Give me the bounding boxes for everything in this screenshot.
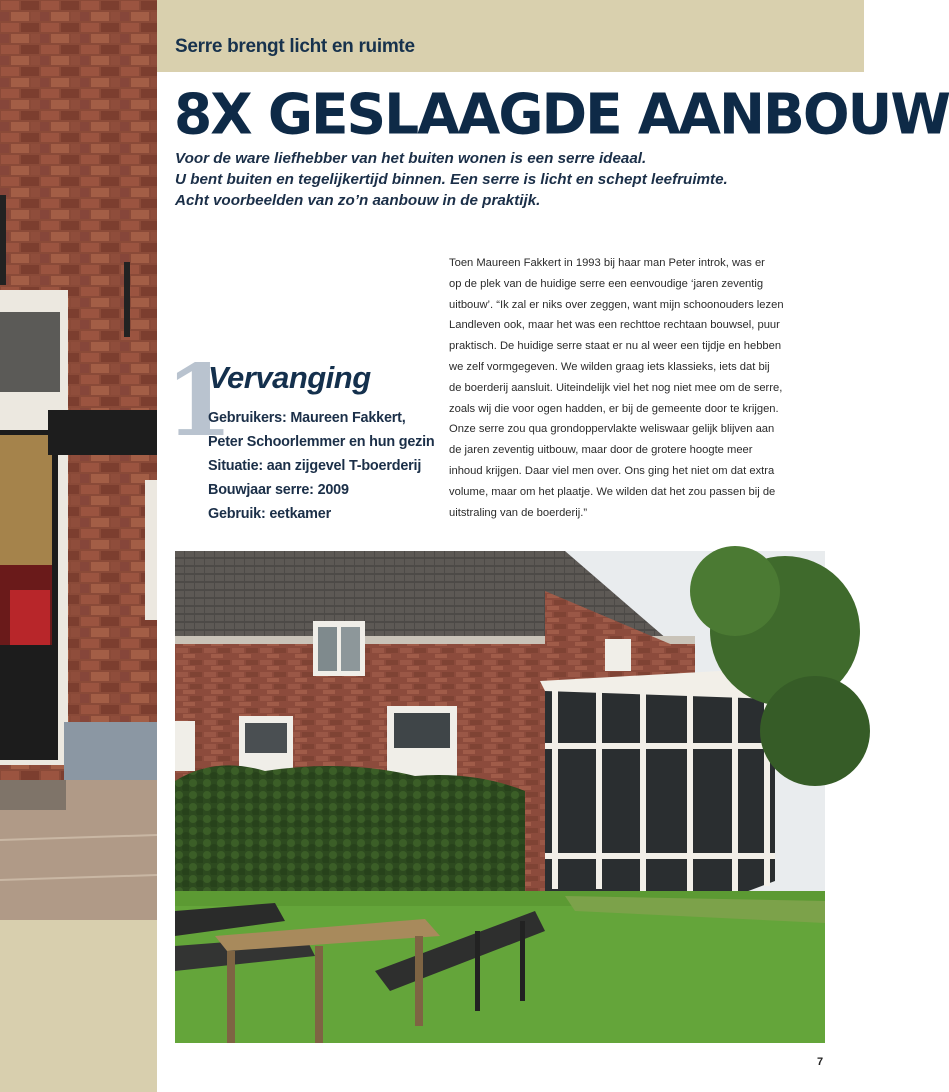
left-photo-strip — [0, 0, 157, 1092]
body-line: zoals wij die voor ogen hadden, er bij de gemeente door te krijgen. — [449, 402, 779, 415]
section-title: Serre brengt licht en ruimte — [175, 36, 415, 57]
body-line: de jaren zeventig uitbouw, maar door de grotere hoogte meer — [449, 444, 753, 457]
body-line: we zelf vormgegeven. We wilden graag iets klassieks, iets dat bij — [449, 360, 770, 373]
body-line: de boerderij aansluit. Uiteindelijk viel het nog niet mee om de serre, — [449, 381, 783, 394]
section-title-vervanging: Vervanging — [208, 360, 371, 395]
intro-line: Acht voorbeelden van zo’n aanbouw in de praktijk. — [175, 192, 541, 209]
intro-text — [175, 148, 815, 211]
body-line: Landleven ook, maar het was een rechttoe rechtaan bouwsel, puur — [449, 319, 780, 332]
body-line: volume, maar om het plaatje. We wilden dat het zou passen bij de — [449, 485, 776, 498]
section-number: 1 — [165, 344, 234, 459]
page-title: 8X GESLAAGDE AANBOUW — [174, 81, 949, 147]
body-line: uitstraling van de boerderij.” — [449, 506, 588, 519]
intro-line: U bent buiten en tegelijkertijd binnen. Een serre is licht en schept leefruimte. — [175, 171, 728, 188]
fact-line: Bouwjaar serre: 2009 — [208, 482, 349, 498]
body-line: Onze serre zou qua grondoppervlakte weliswaar gelijk blijven aan — [449, 423, 775, 436]
body-line: inhoud krijgen. Daar viel men over. Ons ging het niet om dat extra — [449, 464, 775, 477]
body-text — [449, 253, 829, 523]
intro-line: Voor de ware liefhebber van het buiten wonen is een serre ideaal. — [175, 150, 647, 167]
body-line: praktisch. De huidige serre staat er nu al weer een tijdje en hebben — [449, 340, 782, 353]
farmhouse-serre-photo — [175, 551, 825, 1043]
body-line: op de plek van de huidige serre een eenvoudige ‘jaren zeventig — [449, 277, 764, 290]
facts-list — [208, 406, 435, 526]
fact-line: Peter Schoorlemmer en hun gezin — [208, 434, 435, 450]
body-line: Toen Maureen Fakkert in 1993 bij haar man Peter introk, was er — [449, 257, 765, 269]
body-line: uitbouw’. “Ik zal er niks over zeggen, want mijn schoonouders lezen — [449, 298, 784, 311]
fact-line: Situatie: aan zijgevel T-boerderij — [208, 458, 422, 474]
fact-line: Gebruik: eetkamer — [208, 506, 331, 522]
brick-wall-photo — [0, 0, 157, 920]
fact-line: Gebruikers: Maureen Fakkert, — [208, 410, 406, 426]
page-number: 7 — [817, 1056, 824, 1068]
